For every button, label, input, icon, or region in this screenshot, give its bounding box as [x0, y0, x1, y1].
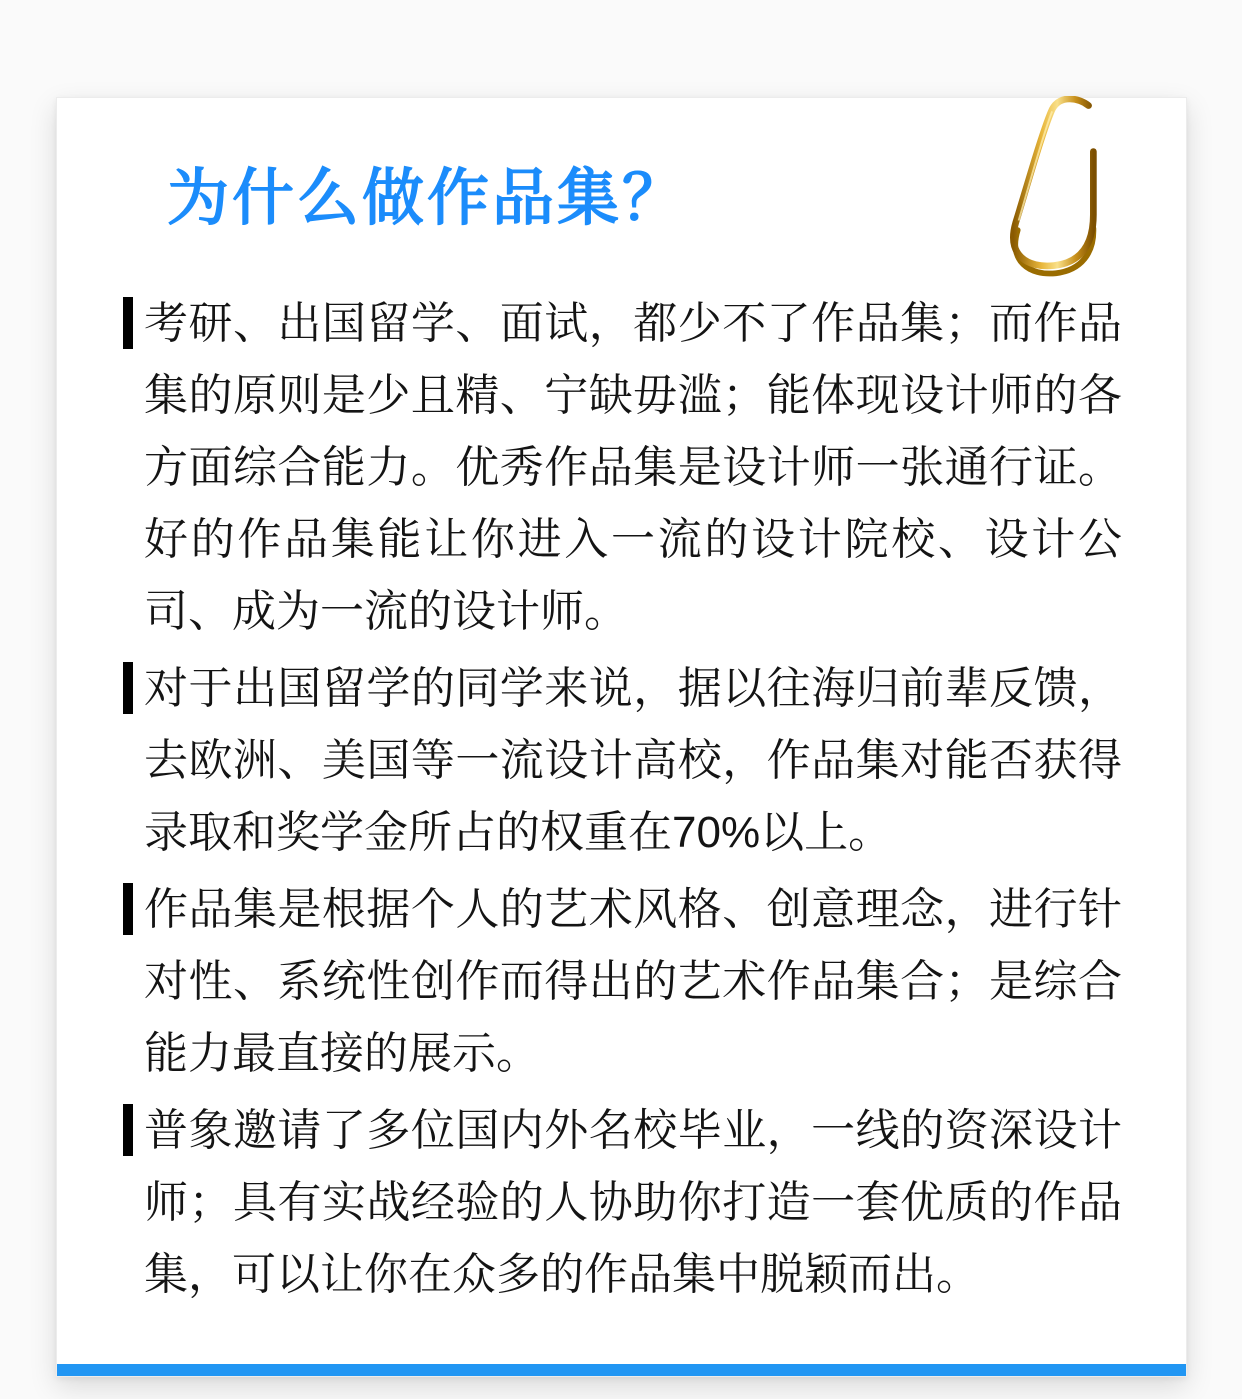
paragraph-marker-bar — [123, 1104, 133, 1156]
bottom-accent-bar — [57, 1364, 1186, 1376]
paragraph-marker-bar — [123, 297, 133, 349]
paragraph — [144, 1095, 1122, 1311]
paragraph-text: 普象邀请了多位国内外名校毕业，一线的资深设计师；具有实战经验的人协助你打造一套优质的作品集，可以让你在众多的作品集中脱颖而出。 — [144, 1106, 1122, 1299]
page-title: 为什么做作品集？ — [167, 164, 688, 233]
paragraph — [144, 874, 1122, 1090]
paragraph — [144, 288, 1122, 648]
paragraph-text: 考研、出国留学、面试，都少不了作品集；而作品集的原则是少且精、宁缺毋滥；能体现设计师的各方面综合能力。优秀作品集是设计师一张通行证。好的作品集能让你进入一流的设计院校、设计公司、成为一流的设计师。 — [144, 299, 1122, 636]
paragraph — [144, 653, 1122, 869]
paragraph-marker-bar — [123, 662, 133, 714]
paragraph-marker-bar — [123, 883, 133, 935]
content-card — [56, 97, 1187, 1377]
paragraph-text: 作品集是根据个人的艺术风格、创意理念，进行针对性、系统性创作而得出的艺术作品集合；是综合能力最直接的展示。 — [144, 885, 1122, 1078]
article-body — [144, 288, 1122, 1311]
paragraph-text: 对于出国留学的同学来说，据以往海归前辈反馈，去欧洲、美国等一流设计高校，作品集对能否获得录取和奖学金所占的权重在70%以上。 — [144, 664, 1122, 857]
